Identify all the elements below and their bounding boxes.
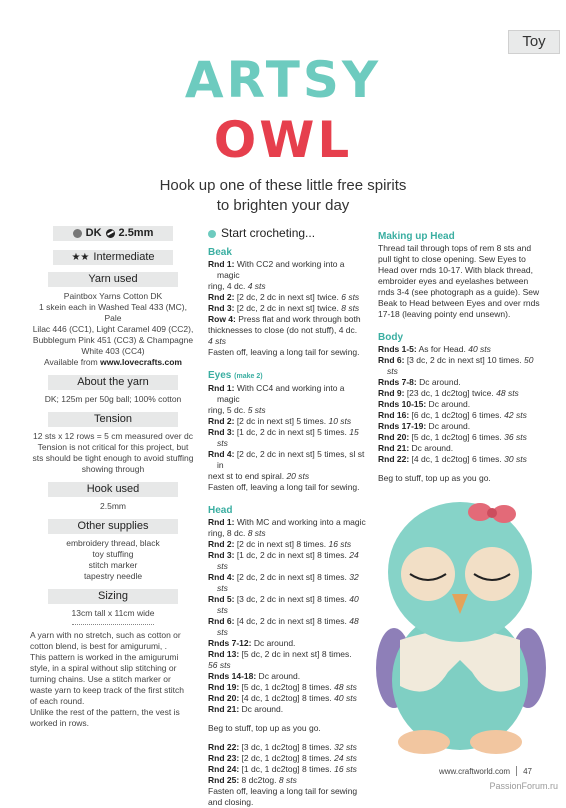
spec-weight-hook — [53, 226, 173, 241]
pattern-line — [208, 539, 366, 550]
pattern-line — [378, 454, 540, 465]
pattern-line — [208, 292, 366, 303]
difficulty-label: Intermediate — [93, 251, 155, 263]
step-label: Rnd 4: — [208, 572, 235, 582]
step-label: Rnds 14-18: — [208, 671, 257, 681]
step-text: [5 dc, 1 dc2tog] 6 times. — [409, 432, 505, 442]
page-number: 47 — [523, 766, 532, 776]
subtitle-line: to brighten your day — [216, 197, 350, 214]
pattern-line — [208, 383, 366, 405]
note-line: A yarn with no stretch, such as cotton or — [30, 630, 181, 640]
pattern-line — [208, 405, 366, 416]
pattern-line — [378, 377, 540, 388]
stitch-count: 8 sts — [278, 775, 297, 785]
sizing-body — [30, 608, 196, 619]
stitch-count: 40 sts — [217, 594, 359, 615]
stitch-count: 48 sts — [496, 388, 519, 398]
pattern-line — [378, 399, 540, 410]
step-label: Row 4: — [208, 314, 236, 324]
step-text: As for Head. — [416, 344, 469, 354]
beak-heading: Beak — [208, 247, 232, 258]
hook-used-line: 2.5mm — [100, 501, 126, 511]
step-label: Rnd 6: — [208, 616, 235, 626]
pattern-line — [208, 682, 366, 693]
left-foot — [398, 730, 450, 754]
left-eye — [401, 547, 455, 601]
pattern-line — [208, 649, 366, 660]
instructions-column-1 — [208, 226, 366, 808]
step-text: [3 dc, 2 dc in next st] 8 times. — [234, 594, 350, 604]
step-text: ring, 8 dc. — [208, 528, 248, 538]
pattern-line — [208, 449, 366, 471]
pattern-line — [208, 704, 366, 715]
yarn-weight: DK — [85, 227, 102, 239]
supply-item: toy stuffing — [92, 549, 134, 559]
step-text: With CC4 and working into a magic — [217, 383, 345, 404]
title-line-2: OWL — [213, 111, 353, 169]
pattern-line — [378, 344, 540, 355]
text-line: pull tight to close opening. Sew Eyes to — [378, 254, 526, 264]
step-text: [1 dc, 2 dc in next st] 8 times. — [234, 550, 350, 560]
step-text: [3 dc, 1 dc2tog] 8 times. — [239, 742, 335, 752]
stitch-count: 30 sts — [504, 454, 527, 464]
note-line: worked in rows. — [30, 718, 90, 728]
supply-item: stitch marker — [88, 560, 138, 570]
step-label: Rnds 10-15: — [378, 399, 427, 409]
text-line: 17-18 (leaving pointy end unsewn). — [378, 309, 511, 319]
body-heading: Body — [378, 332, 403, 343]
stitch-count: 48 sts — [217, 616, 359, 637]
step-label: Rnd 20: — [378, 432, 410, 442]
step-text: [6 dc, 1 dc2tog] 6 times. — [409, 410, 505, 420]
stitch-count: 16 sts — [334, 764, 357, 774]
step-label: Rnd 6: — [378, 355, 405, 365]
stuffing-note: Beg to stuff, top up as you go. — [208, 723, 321, 733]
body-lines — [378, 344, 540, 484]
step-text: [5 dc, 2 dc in next st] 8 times. — [239, 649, 352, 659]
step-label: Rnd 1: — [208, 383, 235, 393]
pattern-line — [208, 742, 366, 753]
stitch-count: 36 sts — [504, 432, 527, 442]
head-lines — [208, 517, 366, 808]
step-text: [4 dc, 1 dc2tog] 6 times. — [409, 454, 505, 464]
pattern-line — [378, 410, 540, 421]
finish-note: and closing. — [208, 797, 254, 807]
step-text: Press flat and work through both — [235, 314, 361, 324]
step-text: [1 dc, 2 dc in next st] 5 times. — [234, 427, 350, 437]
step-label: Rnds 17-19: — [378, 421, 427, 431]
hook-used-body — [30, 501, 196, 512]
stitch-count: 40 sts — [334, 693, 357, 703]
step-text: next st to end spiral. — [208, 471, 287, 481]
finish-note: Fasten off, leaving a long tail for sewing — [208, 786, 358, 796]
step-text: Dc around. — [426, 399, 471, 409]
step-label: Rnd 3: — [208, 427, 235, 437]
sizing-line: 13cm tall x 11cm wide — [71, 608, 155, 618]
lovecrafts-link[interactable]: www.lovecrafts.com — [100, 357, 182, 367]
step-text: [2 dc in next st] 5 times. — [234, 416, 329, 426]
bow-knot — [487, 508, 497, 518]
pattern-line — [208, 281, 366, 292]
stitch-count: 50 sts — [387, 355, 534, 376]
step-text: [5 dc, 1 dc2tog] 8 times. — [239, 682, 335, 692]
step-text: ring, 5 dc. — [208, 405, 248, 415]
tension-heading: Tension — [48, 412, 178, 427]
step-text: With MC and working into a magic — [234, 517, 366, 527]
note-line: Unlike the rest of the pattern, the vest is — [30, 707, 180, 717]
hook-used-heading: Hook used — [48, 482, 178, 497]
step-text: [2 dc, 2 dc in next st] 5 times, sl st in — [217, 449, 365, 470]
owl-photo — [372, 490, 548, 760]
pattern-line — [208, 416, 366, 427]
yarn-used-heading: Yarn used — [48, 272, 178, 287]
eyes-title-sub: (make 2) — [234, 373, 263, 380]
availability-line — [30, 357, 196, 368]
step-label: Rnd 3: — [208, 303, 235, 313]
pattern-line — [208, 303, 366, 314]
pattern-line — [208, 336, 366, 347]
pattern-line — [208, 594, 366, 616]
note-line: waste yarn to keep track of the first stitch — [30, 685, 185, 695]
hook-size: 2.5mm — [118, 227, 154, 239]
other-supplies-heading: Other supplies — [48, 519, 178, 534]
supply-item: tapestry needle — [83, 571, 143, 581]
eyes-title: Eyes — [208, 370, 232, 381]
stitch-count: 8 sts — [247, 528, 266, 538]
stitch-count: 40 sts — [468, 344, 491, 354]
stitch-count: 24 sts — [217, 550, 359, 571]
stitch-count: 24 sts — [334, 753, 357, 763]
making-up-head-heading: Making up Head — [378, 231, 455, 242]
step-label: Rnd 19: — [208, 682, 240, 692]
pattern-line — [208, 572, 366, 594]
text-line: Thread tail through tops of rem 8 sts and — [378, 243, 532, 253]
step-label: Rnd 4: — [208, 449, 235, 459]
pattern-line — [208, 517, 366, 528]
step-text: Dc around. — [251, 638, 296, 648]
making-up-head-body — [378, 243, 540, 320]
start-crocheting-heading — [208, 226, 366, 241]
pattern-line — [208, 660, 366, 671]
note-line: This pattern is worked in the amigurumi — [30, 652, 179, 662]
difficulty-stars-icon: ★★ — [71, 252, 90, 263]
step-label: Rnd 23: — [208, 753, 240, 763]
pattern-line — [208, 550, 366, 572]
step-label: Rnd 9: — [378, 388, 405, 398]
text-line: rnds 3-4 (see photograph as a guide). Sew — [378, 287, 540, 297]
step-label: Rnd 13: — [208, 649, 240, 659]
step-label: Rnd 1: — [208, 259, 235, 269]
step-label: Rnd 24: — [208, 764, 240, 774]
stitch-count: 4 sts — [247, 281, 266, 291]
step-label: Rnds 1-5: — [378, 344, 417, 354]
step-text: [2 dc in next st] 8 times. — [234, 539, 329, 549]
step-label: Rnd 20: — [208, 693, 240, 703]
tension-line: Tension is not critical for this project, but — [37, 442, 189, 452]
text-line: Head over rnds 10-17. With black thread, — [378, 265, 533, 275]
about-yarn-heading: About the yarn — [48, 375, 178, 390]
step-text: [2 dc, 1 dc2tog] 8 times. — [239, 753, 335, 763]
step-text: Dc around. — [426, 421, 471, 431]
footer-site[interactable]: www.craftworld.com — [438, 766, 511, 776]
step-label: Rnds 7-12: — [208, 638, 252, 648]
pattern-line — [208, 775, 366, 786]
pattern-line — [378, 443, 540, 454]
step-text: [23 dc, 1 dc2tog] twice. — [404, 388, 497, 398]
step-label: Rnd 2: — [208, 292, 235, 302]
footer-divider — [516, 766, 517, 776]
stitch-count: 10 sts — [328, 416, 352, 426]
pattern-line — [208, 753, 366, 764]
note-line: turning chains. Use a stitch marker or — [30, 674, 171, 684]
pattern-line — [378, 355, 540, 377]
right-foot — [470, 730, 522, 754]
title-line-1: ARTSY — [184, 51, 382, 109]
step-label: Rnd 3: — [208, 550, 235, 560]
dotted-divider — [72, 624, 154, 625]
sizing-heading: Sizing — [48, 589, 178, 604]
step-text: [2 dc, 2 dc in next st] twice. — [234, 303, 342, 313]
step-label: Rnd 16: — [378, 410, 410, 420]
stitch-count: 8 sts — [341, 303, 360, 313]
pattern-line — [208, 764, 366, 775]
notes — [30, 630, 196, 729]
stitch-count: 4 sts — [208, 336, 226, 346]
finish-note: Fasten off, leaving a long tail for sewing. — [208, 347, 360, 357]
step-text: [4 dc, 1 dc2tog] 8 times. — [239, 693, 335, 703]
step-label: Rnd 2: — [208, 539, 235, 549]
pattern-line — [208, 427, 366, 449]
step-label: Rnd 21: — [378, 443, 410, 453]
about-yarn-body — [30, 394, 196, 405]
step-text: [2 dc, 2 dc in next st] twice. — [234, 292, 342, 302]
step-text: Dc around. — [256, 671, 301, 681]
tension-body — [30, 431, 196, 475]
step-label: Rnd 22: — [208, 742, 240, 752]
tension-line: sts should be tight enough to avoid stuffing — [32, 453, 194, 463]
step-label: Rnd 2: — [208, 416, 235, 426]
stitch-count: 5 sts — [247, 405, 266, 415]
tension-line: showing through — [81, 464, 145, 474]
stitch-count: 16 sts — [328, 539, 352, 549]
pattern-line — [208, 616, 366, 638]
pattern-line — [378, 421, 540, 432]
step-text: [1 dc, 1 dc2tog] 8 times. — [239, 764, 335, 774]
step-label: Rnd 21: — [208, 704, 240, 714]
step-text: Dc around. — [409, 443, 454, 453]
pattern-line — [208, 471, 366, 482]
step-label: Rnd 1: — [208, 517, 235, 527]
pattern-line — [378, 432, 540, 443]
instructions-column-2 — [378, 226, 540, 484]
text-line: Beak to Head between Eyes and over rnds — [378, 298, 540, 308]
stitch-count: 20 sts — [286, 471, 310, 481]
available-prefix: Available from — [44, 357, 101, 367]
bullet-dot-icon — [208, 230, 216, 238]
note-line: cotton blend, is best for amigurumi, . — [30, 641, 168, 651]
step-text: [4 dc, 2 dc in next st] 8 times. — [234, 616, 350, 626]
yarn-line: White 403 (CC4) — [81, 346, 145, 356]
start-heading-text: Start crocheting... — [221, 226, 316, 240]
stitch-count: 56 sts — [208, 660, 231, 670]
stuffing-note: Beg to stuff, top up as you go. — [378, 473, 491, 483]
finish-note: Fasten off, leaving a long tail for sewing. — [208, 482, 360, 492]
beak-lines — [208, 259, 366, 358]
pattern-line — [208, 314, 366, 325]
eyes-lines — [208, 383, 366, 493]
step-text: 8 dc2tog. — [239, 775, 279, 785]
category-tag: Toy — [508, 30, 560, 54]
step-label: Rnd 25: — [208, 775, 240, 785]
step-text: With CC2 and working into a magic — [217, 259, 345, 280]
pattern-line — [208, 693, 366, 704]
text-line: embroider eyes and eyelashes between — [378, 276, 529, 286]
other-supplies-body — [30, 538, 196, 582]
yarn-used-body — [30, 291, 196, 368]
yarn-line: 1 skein each in Washed Teal 433 (MC), Pale — [39, 302, 187, 323]
pattern-line — [208, 325, 366, 336]
materials-column — [30, 226, 196, 729]
pattern-line — [208, 259, 366, 281]
step-text: thicknesses to close (do not stuff), 4 dc. — [208, 325, 358, 335]
note-line: style, in a spiral without slip stitching or — [30, 663, 177, 673]
yarn-line: Paintbox Yarns Cotton DK — [63, 291, 163, 301]
watermark: PassionForum.ru — [489, 781, 558, 791]
pattern-line — [208, 671, 366, 682]
stitch-count: 15 sts — [217, 427, 359, 448]
about-yarn-line: DK; 125m per 50g ball; 100% cotton — [44, 394, 182, 404]
right-eye — [465, 547, 519, 601]
pattern-line — [378, 388, 540, 399]
pattern-line — [208, 638, 366, 649]
yarn-ball-icon — [73, 229, 82, 238]
subtitle-line: Hook up one of these little free spirits — [159, 177, 407, 194]
note-line: of each round. — [30, 696, 85, 706]
stitch-count: 32 sts — [334, 742, 357, 752]
head-heading: Head — [208, 505, 233, 516]
step-label: Rnd 22: — [378, 454, 410, 464]
yarn-line: Bubblegum Pink 451 (CC3) & Champagne — [32, 335, 194, 345]
step-text: Dc around. — [416, 377, 461, 387]
step-text: Dc around. — [239, 704, 284, 714]
tension-line: 12 sts x 12 rows = 5 cm measured over dc — [33, 431, 193, 441]
step-text: [3 dc, 2 dc in next st] 10 times. — [404, 355, 524, 365]
stitch-count: 42 sts — [504, 410, 527, 420]
step-text: ring, 4 dc. — [208, 281, 248, 291]
hook-icon — [106, 229, 115, 238]
subtitle — [0, 176, 566, 216]
page-footer — [439, 766, 532, 776]
step-label: Rnds 7-8: — [378, 377, 417, 387]
step-text: [2 dc, 2 dc in next st] 8 times. — [234, 572, 350, 582]
stitch-count: 48 sts — [334, 682, 357, 692]
eyes-heading — [208, 370, 366, 382]
stitch-count: 32 sts — [217, 572, 359, 593]
spec-difficulty — [53, 250, 173, 265]
step-label: Rnd 5: — [208, 594, 235, 604]
pattern-line — [208, 528, 366, 539]
stitch-count: 6 sts — [341, 292, 360, 302]
supply-item: embroidery thread, black — [66, 538, 160, 548]
yarn-line: Lilac 446 (CC1), Light Caramel 409 (CC2), — [32, 324, 194, 334]
